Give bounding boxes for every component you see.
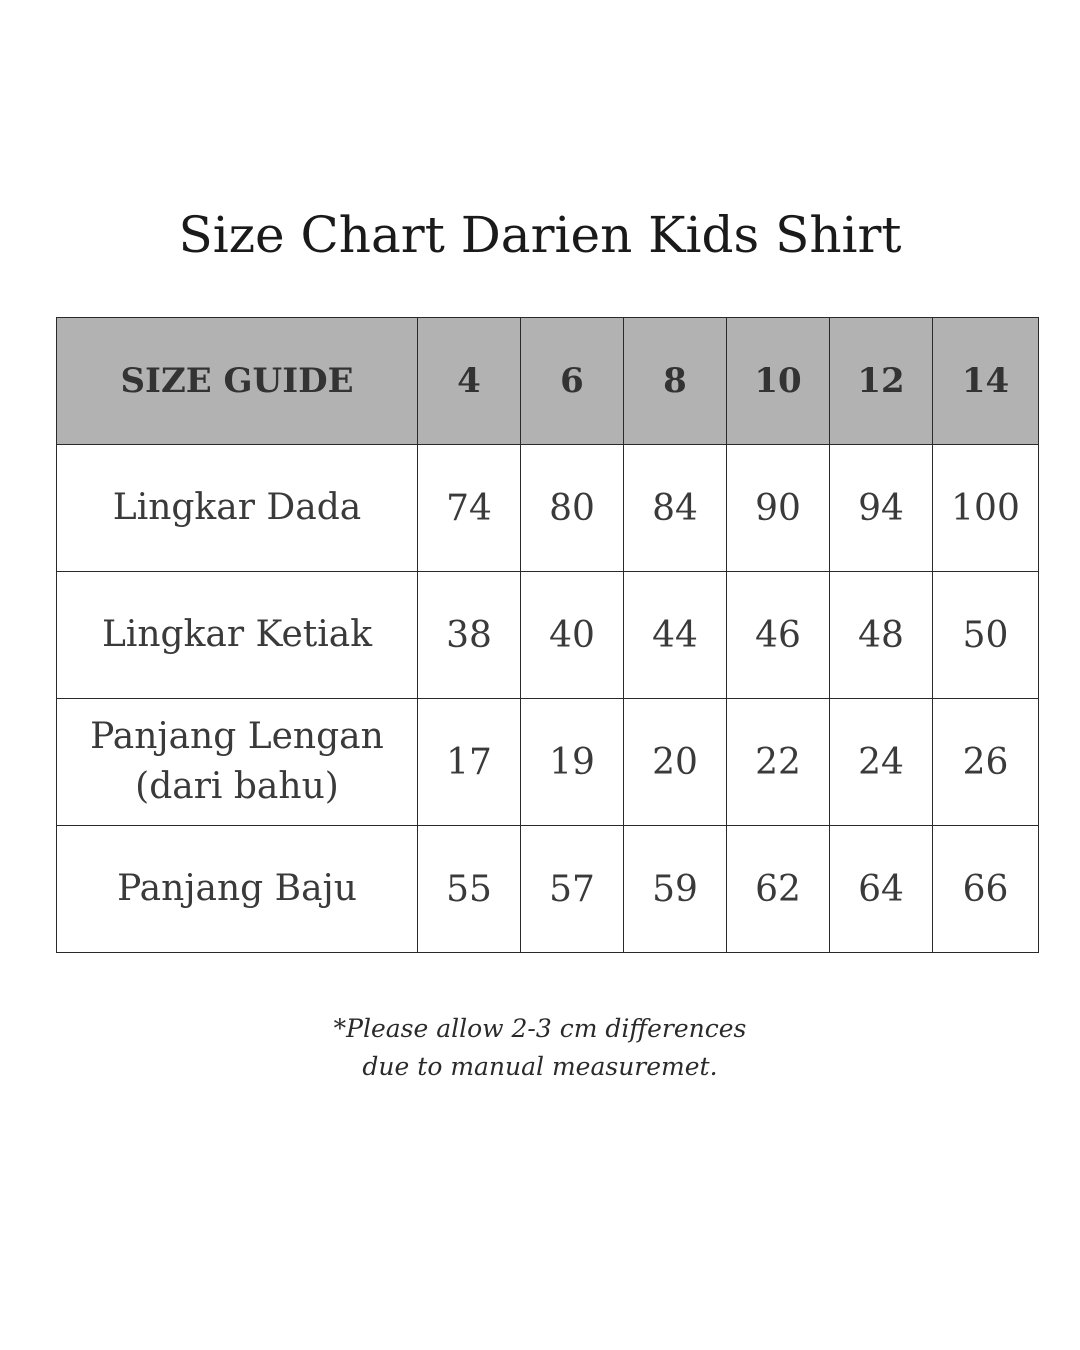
header-size: 6 xyxy=(521,318,624,445)
header-size: 8 xyxy=(624,318,727,445)
table-cell: 26 xyxy=(933,699,1039,826)
table-cell: 24 xyxy=(830,699,933,826)
header-size: 12 xyxy=(830,318,933,445)
row-label-text: Panjang Baju xyxy=(117,868,357,909)
table-cell: 40 xyxy=(521,572,624,699)
table-cell: 55 xyxy=(418,826,521,953)
table-cell: 94 xyxy=(830,445,933,572)
note-line: due to manual measuremet. xyxy=(362,1052,718,1081)
row-label xyxy=(57,445,418,572)
row-label xyxy=(57,826,418,953)
table-cell: 66 xyxy=(933,826,1039,953)
table-row xyxy=(57,572,1039,699)
page-title: Size Chart Darien Kids Shirt xyxy=(178,206,902,264)
table-cell: 44 xyxy=(624,572,727,699)
table-cell: 50 xyxy=(933,572,1039,699)
table-cell: 19 xyxy=(521,699,624,826)
table-cell: 59 xyxy=(624,826,727,953)
table-cell: 62 xyxy=(727,826,830,953)
table-cell: 84 xyxy=(624,445,727,572)
table-cell: 64 xyxy=(830,826,933,953)
table-cell: 46 xyxy=(727,572,830,699)
table-header-row xyxy=(57,318,1039,445)
row-label xyxy=(57,572,418,699)
table-cell: 57 xyxy=(521,826,624,953)
table-cell: 17 xyxy=(418,699,521,826)
row-label xyxy=(57,699,418,826)
size-chart-table xyxy=(56,317,1039,953)
table-row xyxy=(57,826,1039,953)
header-size: 4 xyxy=(418,318,521,445)
header-size: 10 xyxy=(727,318,830,445)
row-label-text: Lingkar Ketiak xyxy=(101,614,373,655)
table-cell: 100 xyxy=(933,445,1039,572)
row-label-text: Panjang Lengan xyxy=(90,716,384,757)
table-cell: 22 xyxy=(727,699,830,826)
table-row xyxy=(57,699,1039,826)
row-label-text: Lingkar Dada xyxy=(112,487,362,528)
header-size-guide: SIZE GUIDE xyxy=(57,318,418,445)
table-cell: 74 xyxy=(418,445,521,572)
table-cell: 38 xyxy=(418,572,521,699)
table-cell: 90 xyxy=(727,445,830,572)
table-cell: 48 xyxy=(830,572,933,699)
row-label-subtext: (dari bahu) xyxy=(135,766,339,807)
header-size: 14 xyxy=(933,318,1039,445)
note-line: *Please allow 2-3 cm differences xyxy=(333,1014,747,1043)
table-row xyxy=(57,445,1039,572)
measurement-note xyxy=(0,1010,1080,1086)
table-cell: 80 xyxy=(521,445,624,572)
table-cell: 20 xyxy=(624,699,727,826)
